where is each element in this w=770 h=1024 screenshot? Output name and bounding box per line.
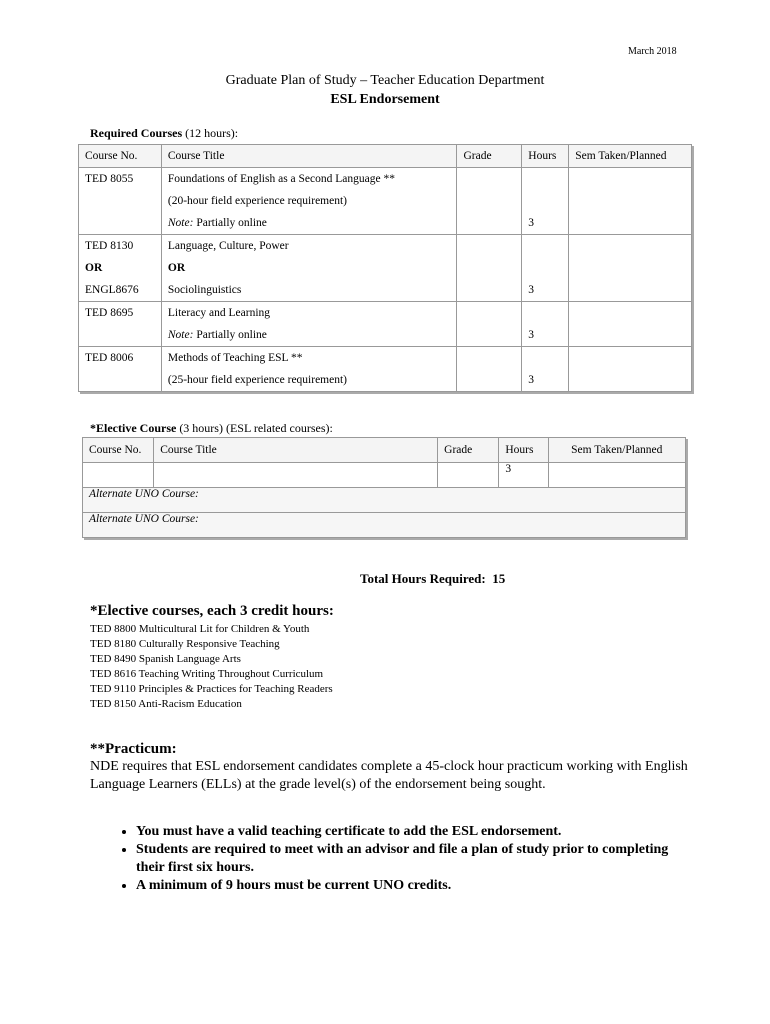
course-title-alt: Sociolinguistics bbox=[167, 284, 242, 296]
table-row bbox=[79, 302, 692, 347]
elective-course-table bbox=[82, 437, 686, 538]
table-row bbox=[79, 235, 692, 302]
alternate-course-1[interactable]: Alternate UNO Course: bbox=[83, 488, 686, 513]
note-text: Partially online bbox=[196, 329, 267, 341]
sem-cell[interactable] bbox=[569, 347, 692, 392]
list-item: TED 8150 Anti-Racism Education bbox=[90, 698, 242, 710]
practicum-text: NDE requires that ESL endorsement candidates complete a 45-clock hour practicum working with English Language Learners (ELLs) at the grade level(s) of the endorsement being sought. bbox=[90, 759, 688, 792]
total-hours bbox=[360, 571, 505, 587]
note-label: Note: bbox=[167, 217, 194, 229]
document-date: March 2018 bbox=[628, 46, 677, 57]
hours-value: 3 bbox=[528, 217, 535, 229]
total-value: 15 bbox=[492, 571, 506, 586]
hours-value: 3 bbox=[499, 463, 548, 488]
course-no: TED 8130 bbox=[85, 240, 134, 252]
required-courses-table bbox=[78, 144, 692, 392]
table-row bbox=[79, 168, 692, 235]
course-title: Foundations of English as a Second Language ** bbox=[167, 173, 395, 185]
col-course-no: Course No. bbox=[83, 438, 154, 463]
sem-cell[interactable] bbox=[569, 235, 692, 302]
course-no-cell[interactable] bbox=[83, 463, 154, 488]
table-header-row bbox=[79, 145, 692, 168]
or-label: OR bbox=[167, 262, 186, 274]
col-hours: Hours bbox=[499, 438, 548, 463]
col-hours: Hours bbox=[522, 145, 569, 168]
course-title: Literacy and Learning bbox=[167, 307, 271, 319]
sem-cell[interactable] bbox=[569, 168, 692, 235]
required-courses-heading bbox=[90, 126, 238, 141]
practicum-title: **Practicum: bbox=[90, 741, 177, 757]
or-label: OR bbox=[85, 262, 103, 274]
course-no: TED 8055 bbox=[85, 173, 134, 185]
course-no: TED 8006 bbox=[85, 352, 134, 364]
list-item: TED 8490 Spanish Language Arts bbox=[90, 653, 241, 665]
required-heading-rest: (12 hours): bbox=[182, 126, 239, 140]
col-sem: Sem Taken/Planned bbox=[548, 438, 685, 463]
alternate-course-2[interactable]: Alternate UNO Course: bbox=[83, 513, 686, 538]
document-subtitle: ESL Endorsement bbox=[330, 92, 440, 107]
grade-cell[interactable] bbox=[457, 168, 522, 235]
table-row bbox=[83, 513, 686, 538]
grade-cell[interactable] bbox=[457, 347, 522, 392]
table-header-row bbox=[83, 438, 686, 463]
grade-cell[interactable] bbox=[457, 302, 522, 347]
hours-value: 3 bbox=[528, 329, 535, 341]
elective-list-title: *Elective courses, each 3 credit hours: bbox=[90, 603, 334, 619]
note-label: Note: bbox=[167, 329, 194, 341]
list-item: • You must have a valid teaching certificate to add the ESL endorsement. bbox=[136, 823, 696, 841]
list-item: TED 9110 Principles & Practices for Teaching Readers bbox=[90, 683, 333, 695]
course-note bbox=[168, 212, 451, 234]
col-sem: Sem Taken/Planned bbox=[569, 145, 692, 168]
hours-value: 3 bbox=[528, 374, 535, 386]
course-title: Methods of Teaching ESL ** bbox=[167, 352, 303, 364]
sem-cell[interactable] bbox=[569, 302, 692, 347]
document-title: Graduate Plan of Study – Teacher Education Department bbox=[225, 73, 545, 88]
note-text: Partially online bbox=[196, 217, 267, 229]
col-course-title: Course Title bbox=[161, 145, 457, 168]
col-course-no: Course No. bbox=[79, 145, 162, 168]
grade-cell[interactable] bbox=[438, 463, 499, 488]
elective-list bbox=[90, 622, 333, 712]
course-title-cell[interactable] bbox=[154, 463, 438, 488]
grade-cell[interactable] bbox=[457, 235, 522, 302]
list-item: TED 8800 Multicultural Lit for Children & Youth bbox=[90, 623, 310, 635]
elective-heading-bold: *Elective Course bbox=[90, 421, 177, 435]
course-no: TED 8695 bbox=[85, 307, 134, 319]
table-row bbox=[79, 347, 692, 392]
table-row bbox=[83, 488, 686, 513]
course-requirement: (25-hour field experience requirement) bbox=[167, 374, 347, 386]
required-heading-bold: Required Courses bbox=[90, 126, 183, 140]
elective-heading-rest: (3 hours) (ESL related courses): bbox=[176, 421, 333, 435]
elective-course-heading bbox=[90, 421, 333, 436]
course-no-alt: ENGL8676 bbox=[85, 284, 139, 296]
course-note bbox=[168, 324, 451, 346]
sem-cell[interactable] bbox=[548, 463, 685, 488]
table-row bbox=[83, 463, 686, 488]
course-requirement: (20-hour field experience requirement) bbox=[167, 195, 347, 207]
col-grade: Grade bbox=[457, 145, 522, 168]
total-label: Total Hours Required: bbox=[360, 571, 486, 586]
list-item: TED 8180 Culturally Responsive Teaching bbox=[90, 638, 280, 650]
col-grade: Grade bbox=[438, 438, 499, 463]
requirements-list bbox=[104, 823, 696, 895]
course-title: Language, Culture, Power bbox=[167, 240, 289, 252]
list-item: • A minimum of 9 hours must be current UNO credits. bbox=[136, 877, 696, 895]
col-course-title: Course Title bbox=[154, 438, 438, 463]
hours-value: 3 bbox=[528, 284, 535, 296]
list-item: • Students are required to meet with an advisor and file a plan of study prior to completing their first six hours. bbox=[136, 841, 696, 877]
list-item: TED 8616 Teaching Writing Throughout Curriculum bbox=[90, 668, 324, 680]
